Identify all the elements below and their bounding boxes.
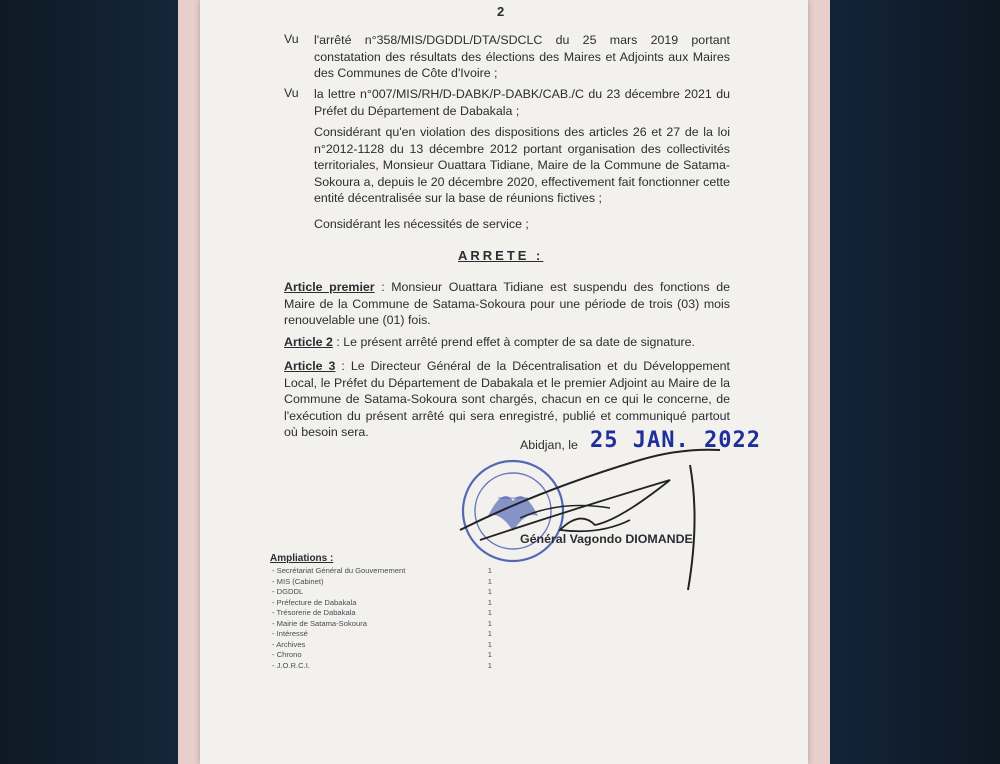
list-item-count: 1: [487, 660, 492, 670]
list-item-name: - J.O.R.C.I.: [272, 660, 310, 670]
list-item: [272, 587, 492, 598]
list-item-count: 1: [487, 618, 492, 628]
date-stamp: 25 JAN. 2022: [590, 428, 761, 453]
background-left: [0, 0, 178, 764]
list-item-name: - DGDDL: [272, 587, 304, 596]
list-item-count: 1: [487, 576, 492, 586]
list-item: [272, 566, 492, 577]
vu-paragraph-2: la lettre n°007/MIS/RH/D-DABK/P-DABK/CAB./C du 23 décembre 2021 du Préfet du Département de Dabakala ;: [314, 87, 730, 118]
article-3-label: Article 3: [284, 359, 336, 373]
list-item-name: - MIS (Cabinet): [272, 576, 324, 586]
list-item: [272, 629, 492, 640]
list-item-count: 1: [487, 587, 492, 596]
considerant-paragraph-2: Considérant les nécessités de service ;: [314, 217, 529, 231]
list-item: [272, 577, 492, 588]
arrete-heading: ARRETE :: [458, 248, 544, 263]
article-3-text: : Le Directeur Général de la Décentralisation et du Développement Local, le Préfet du Département de Dabakala et le premier Adjoint au Maire de la Commune de Satama-Sokoura sont chargés, chacun en ce qui le concerne, de l'exécution du présent arrêté qui sera enregistré, publié et communiqué partout où besoin sera.: [284, 359, 730, 439]
article-2-text: : Le présent arrêté prend effet à compter de sa date de signature.: [332, 335, 695, 349]
article-2: [284, 334, 730, 351]
list-item-count: 1: [487, 639, 492, 649]
list-item: [272, 661, 492, 672]
article-2-label: Article 2: [284, 335, 333, 349]
list-item: [272, 650, 492, 661]
ampliations-list: [272, 566, 492, 671]
list-item-name: - Archives: [272, 639, 306, 649]
list-item: [272, 608, 492, 619]
list-item-name: - Préfecture de Dabakala: [272, 597, 357, 607]
background-right: [824, 0, 1000, 764]
article-1: [284, 279, 730, 329]
vu-paragraph-1: l'arrêté n°358/MIS/DGDDL/DTA/SDCLC du 25 mars 2019 portant constatation des résultats des élections des Maires et Adjoints aux Maires des Communes de Côte d'Ivoire ;: [314, 33, 730, 80]
list-item-name: - Mairie de Satama-Sokoura: [272, 618, 367, 628]
list-item: [272, 640, 492, 651]
list-item-name: - Intéressé: [272, 629, 308, 638]
article-1-text: : Monsieur Ouattara Tidiane est suspendu des fonctions de Maire de la Commune de Satama-Sokoura pour une période de trois (03) mois renouvelable une (01) fois.: [284, 280, 731, 327]
list-item-name: - Chrono: [272, 650, 302, 659]
list-item-name: - Trésorerie de Dabakala: [272, 608, 356, 617]
list-item: [272, 619, 492, 630]
list-item-name: - Secrétariat Général du Gouvernement: [272, 566, 406, 575]
ampliations-title: Ampliations :: [270, 553, 334, 564]
vu-prefix-2: Vu: [284, 86, 299, 100]
list-item-count: 1: [487, 597, 492, 607]
signer-name: Général Vagondo DIOMANDE: [520, 532, 693, 546]
vu-prefix-1: Vu: [284, 32, 299, 46]
considerant-paragraph-1: Considérant qu'en violation des dispositions des articles 26 et 27 de la loi n°2012-1128 du 13 décembre 2012 portant organisation des collectivités territoriales, Monsieur Ouattara Tidiane, Maire de la Commune de Satama-Sokoura a, depuis le 20 décembre 2020, effectivement fait fonctionner cette entité décentralisée sur la base de réunions fictives ;: [314, 125, 730, 205]
article-1-label: Article premier: [284, 280, 375, 294]
list-item-count: 1: [487, 629, 492, 638]
list-item-count: 1: [487, 566, 492, 575]
list-item: [272, 598, 492, 609]
list-item-count: 1: [487, 608, 492, 617]
signature-place: Abidjan, le: [520, 438, 578, 452]
page-number: 2: [497, 4, 505, 19]
list-item-count: 1: [487, 650, 492, 659]
